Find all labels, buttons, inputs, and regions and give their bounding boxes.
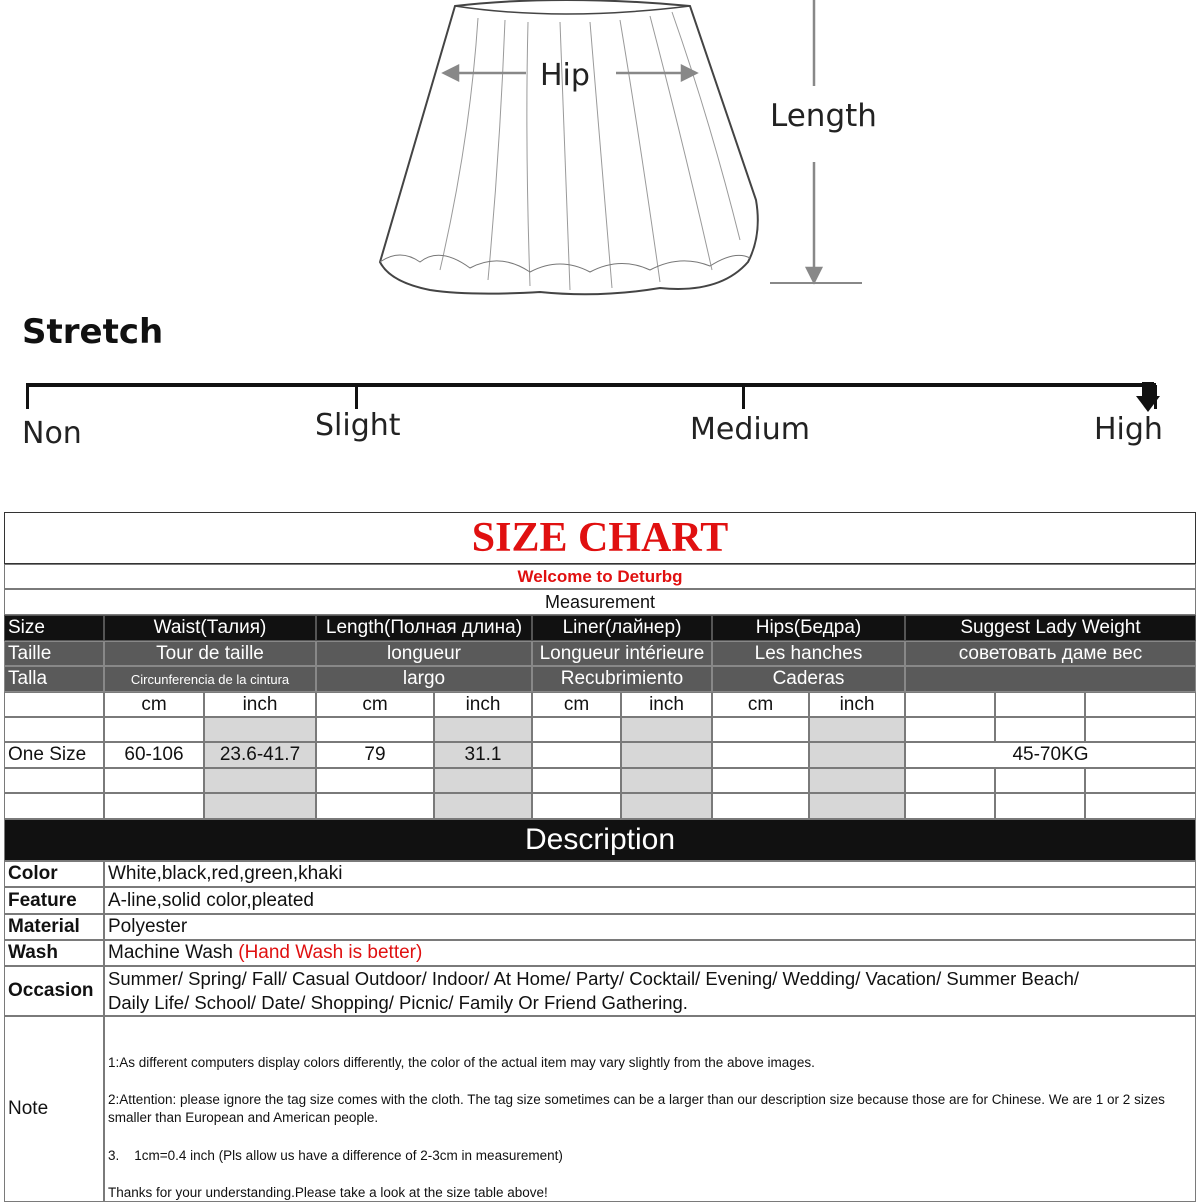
unit-waist-cm: cm xyxy=(104,692,204,717)
table-cell xyxy=(1085,717,1196,742)
table-cell xyxy=(995,793,1085,819)
table-cell xyxy=(4,793,104,819)
row-hips-cm xyxy=(712,742,809,768)
header-es-size: Talla xyxy=(4,666,104,692)
row-weight: 45-70KG xyxy=(905,742,1196,768)
header-fr-hips: Les hanches xyxy=(712,641,905,666)
table-cell xyxy=(316,717,434,742)
row-waist-inch: 23.6-41.7 xyxy=(204,742,316,768)
row-hips-inch xyxy=(809,742,905,768)
stretch-title: Stretch xyxy=(22,312,164,352)
length-arrow xyxy=(770,0,862,283)
header-fr-size: Taille xyxy=(4,641,104,666)
size-chart-title: SIZE CHART xyxy=(4,512,1196,564)
occasion-line-2: Daily Life/ School/ Date/ Shopping/ Picnic/ Family Or Friend Gathering. xyxy=(108,992,688,1013)
table-cell xyxy=(621,717,712,742)
skirt-illustration xyxy=(0,0,1200,300)
table-cell xyxy=(316,768,434,793)
unit-hips-cm: cm xyxy=(712,692,809,717)
table-cell xyxy=(995,717,1085,742)
header-fr-liner: Longueur intérieure xyxy=(532,641,712,666)
unit-liner-inch: inch xyxy=(621,692,712,717)
row-length-inch: 31.1 xyxy=(434,742,532,768)
stretch-level-non: Non xyxy=(22,416,82,451)
table-cell xyxy=(434,717,532,742)
header-es-liner: Recubrimiento xyxy=(532,666,712,692)
table-cell xyxy=(104,717,204,742)
wash-method: Machine Wash xyxy=(108,942,233,963)
table-cell xyxy=(104,768,204,793)
unit-blank-w2 xyxy=(995,692,1085,717)
wash-note: (Hand Wash is better) xyxy=(238,942,423,963)
row-liner-inch xyxy=(621,742,712,768)
note-4: Thanks for your understanding.Please take a look at the size table above! xyxy=(108,1185,548,1200)
table-cell xyxy=(621,768,712,793)
unit-length-cm: cm xyxy=(316,692,434,717)
table-cell xyxy=(434,793,532,819)
unit-hips-inch: inch xyxy=(809,692,905,717)
desc-label-material: Material xyxy=(4,914,104,940)
row-size: One Size xyxy=(4,742,104,768)
row-liner-cm xyxy=(532,742,621,768)
desc-value-feature: A-line,solid color,pleated xyxy=(104,887,1196,914)
unit-liner-cm: cm xyxy=(532,692,621,717)
table-cell xyxy=(532,768,621,793)
header-es-hips: Caderas xyxy=(712,666,905,692)
table-cell xyxy=(905,717,995,742)
table-cell xyxy=(4,717,104,742)
desc-value-color: White,black,red,green,khaki xyxy=(104,861,1196,887)
header-fr-waist: Tour de taille xyxy=(104,641,316,666)
table-cell xyxy=(809,717,905,742)
stretch-scale-line xyxy=(26,383,1156,387)
table-cell xyxy=(316,793,434,819)
unit-blank-w3 xyxy=(1085,692,1196,717)
note-3: 3. 1cm=0.4 inch (Pls allow us have a difference of 2-3cm in measurement) xyxy=(108,1148,563,1163)
table-cell xyxy=(434,768,532,793)
desc-label-color: Color xyxy=(4,861,104,887)
row-length-cm: 79 xyxy=(316,742,434,768)
length-label: Length xyxy=(770,98,877,134)
table-cell xyxy=(104,793,204,819)
table-cell xyxy=(905,768,995,793)
table-cell xyxy=(621,793,712,819)
header-waist: Waist(Талия) xyxy=(104,615,316,641)
unit-length-inch: inch xyxy=(434,692,532,717)
header-es-waist: Circunferencia de la cintura xyxy=(104,666,316,692)
desc-label-feature: Feature xyxy=(4,887,104,914)
table-cell xyxy=(809,768,905,793)
header-hips: Hips(Бедра) xyxy=(712,615,905,641)
header-liner: Liner(лайнер) xyxy=(532,615,712,641)
header-size: Size xyxy=(4,615,104,641)
header-fr-length: longueur xyxy=(316,641,532,666)
measurement-header: Measurement xyxy=(4,589,1196,615)
desc-label-occasion: Occasion xyxy=(4,966,104,1016)
table-cell xyxy=(995,768,1085,793)
table-cell xyxy=(712,717,809,742)
header-es-weight xyxy=(905,666,1196,692)
header-length: Length(Полная длина) xyxy=(316,615,532,641)
header-es-length: largo xyxy=(316,666,532,692)
table-cell xyxy=(4,768,104,793)
hip-label: Hip xyxy=(540,58,590,93)
occasion-line-1: Summer/ Spring/ Fall/ Casual Outdoor/ Indoor/ At Home/ Party/ Cocktail/ Evening/ Wedding/ Vacation/ Summer Beach/ xyxy=(108,968,1080,989)
table-cell xyxy=(532,793,621,819)
header-ru-weight: советовать даме вес xyxy=(905,641,1196,666)
stretch-tick-non xyxy=(26,385,29,409)
table-cell xyxy=(204,768,316,793)
desc-value-occasion xyxy=(104,966,1196,1016)
table-cell xyxy=(204,717,316,742)
desc-label-wash: Wash xyxy=(4,940,104,966)
stretch-level-medium: Medium xyxy=(690,412,810,447)
size-chart-table xyxy=(4,512,1196,1202)
row-waist-cm: 60-106 xyxy=(104,742,204,768)
unit-blank-w1 xyxy=(905,692,995,717)
unit-blank xyxy=(4,692,104,717)
table-cell xyxy=(1085,793,1196,819)
table-cell xyxy=(712,793,809,819)
stretch-tick-medium xyxy=(742,385,745,409)
header-weight: Suggest Lady Weight xyxy=(905,615,1196,641)
table-cell xyxy=(712,768,809,793)
description-title: Description xyxy=(4,819,1196,861)
note-1: 1:As different computers display colors differently, the color of the actual item may vary slightly from the above images. xyxy=(108,1055,815,1070)
table-cell xyxy=(532,717,621,742)
note-2: 2:Attention: please ignore the tag size comes with the cloth. The tag size sometimes can be a larger than our description size because those are for Chinese. We are 1 or 2 sizes smaller than European and American people. xyxy=(108,1092,1165,1125)
table-cell xyxy=(809,793,905,819)
stretch-level-slight: Slight xyxy=(315,408,401,443)
table-cell xyxy=(905,793,995,819)
table-cell xyxy=(1085,768,1196,793)
skirt-drawing xyxy=(0,0,1200,300)
desc-value-material: Polyester xyxy=(104,914,1196,940)
table-cell xyxy=(204,793,316,819)
stretch-level-high: High xyxy=(1094,412,1163,447)
stretch-tick-slight xyxy=(355,385,358,409)
note-label: Note xyxy=(4,1016,104,1202)
unit-waist-inch: inch xyxy=(204,692,316,717)
welcome-text: Welcome to Deturbg xyxy=(4,564,1196,589)
note-box xyxy=(104,1016,1196,1202)
desc-value-wash xyxy=(104,940,1196,966)
